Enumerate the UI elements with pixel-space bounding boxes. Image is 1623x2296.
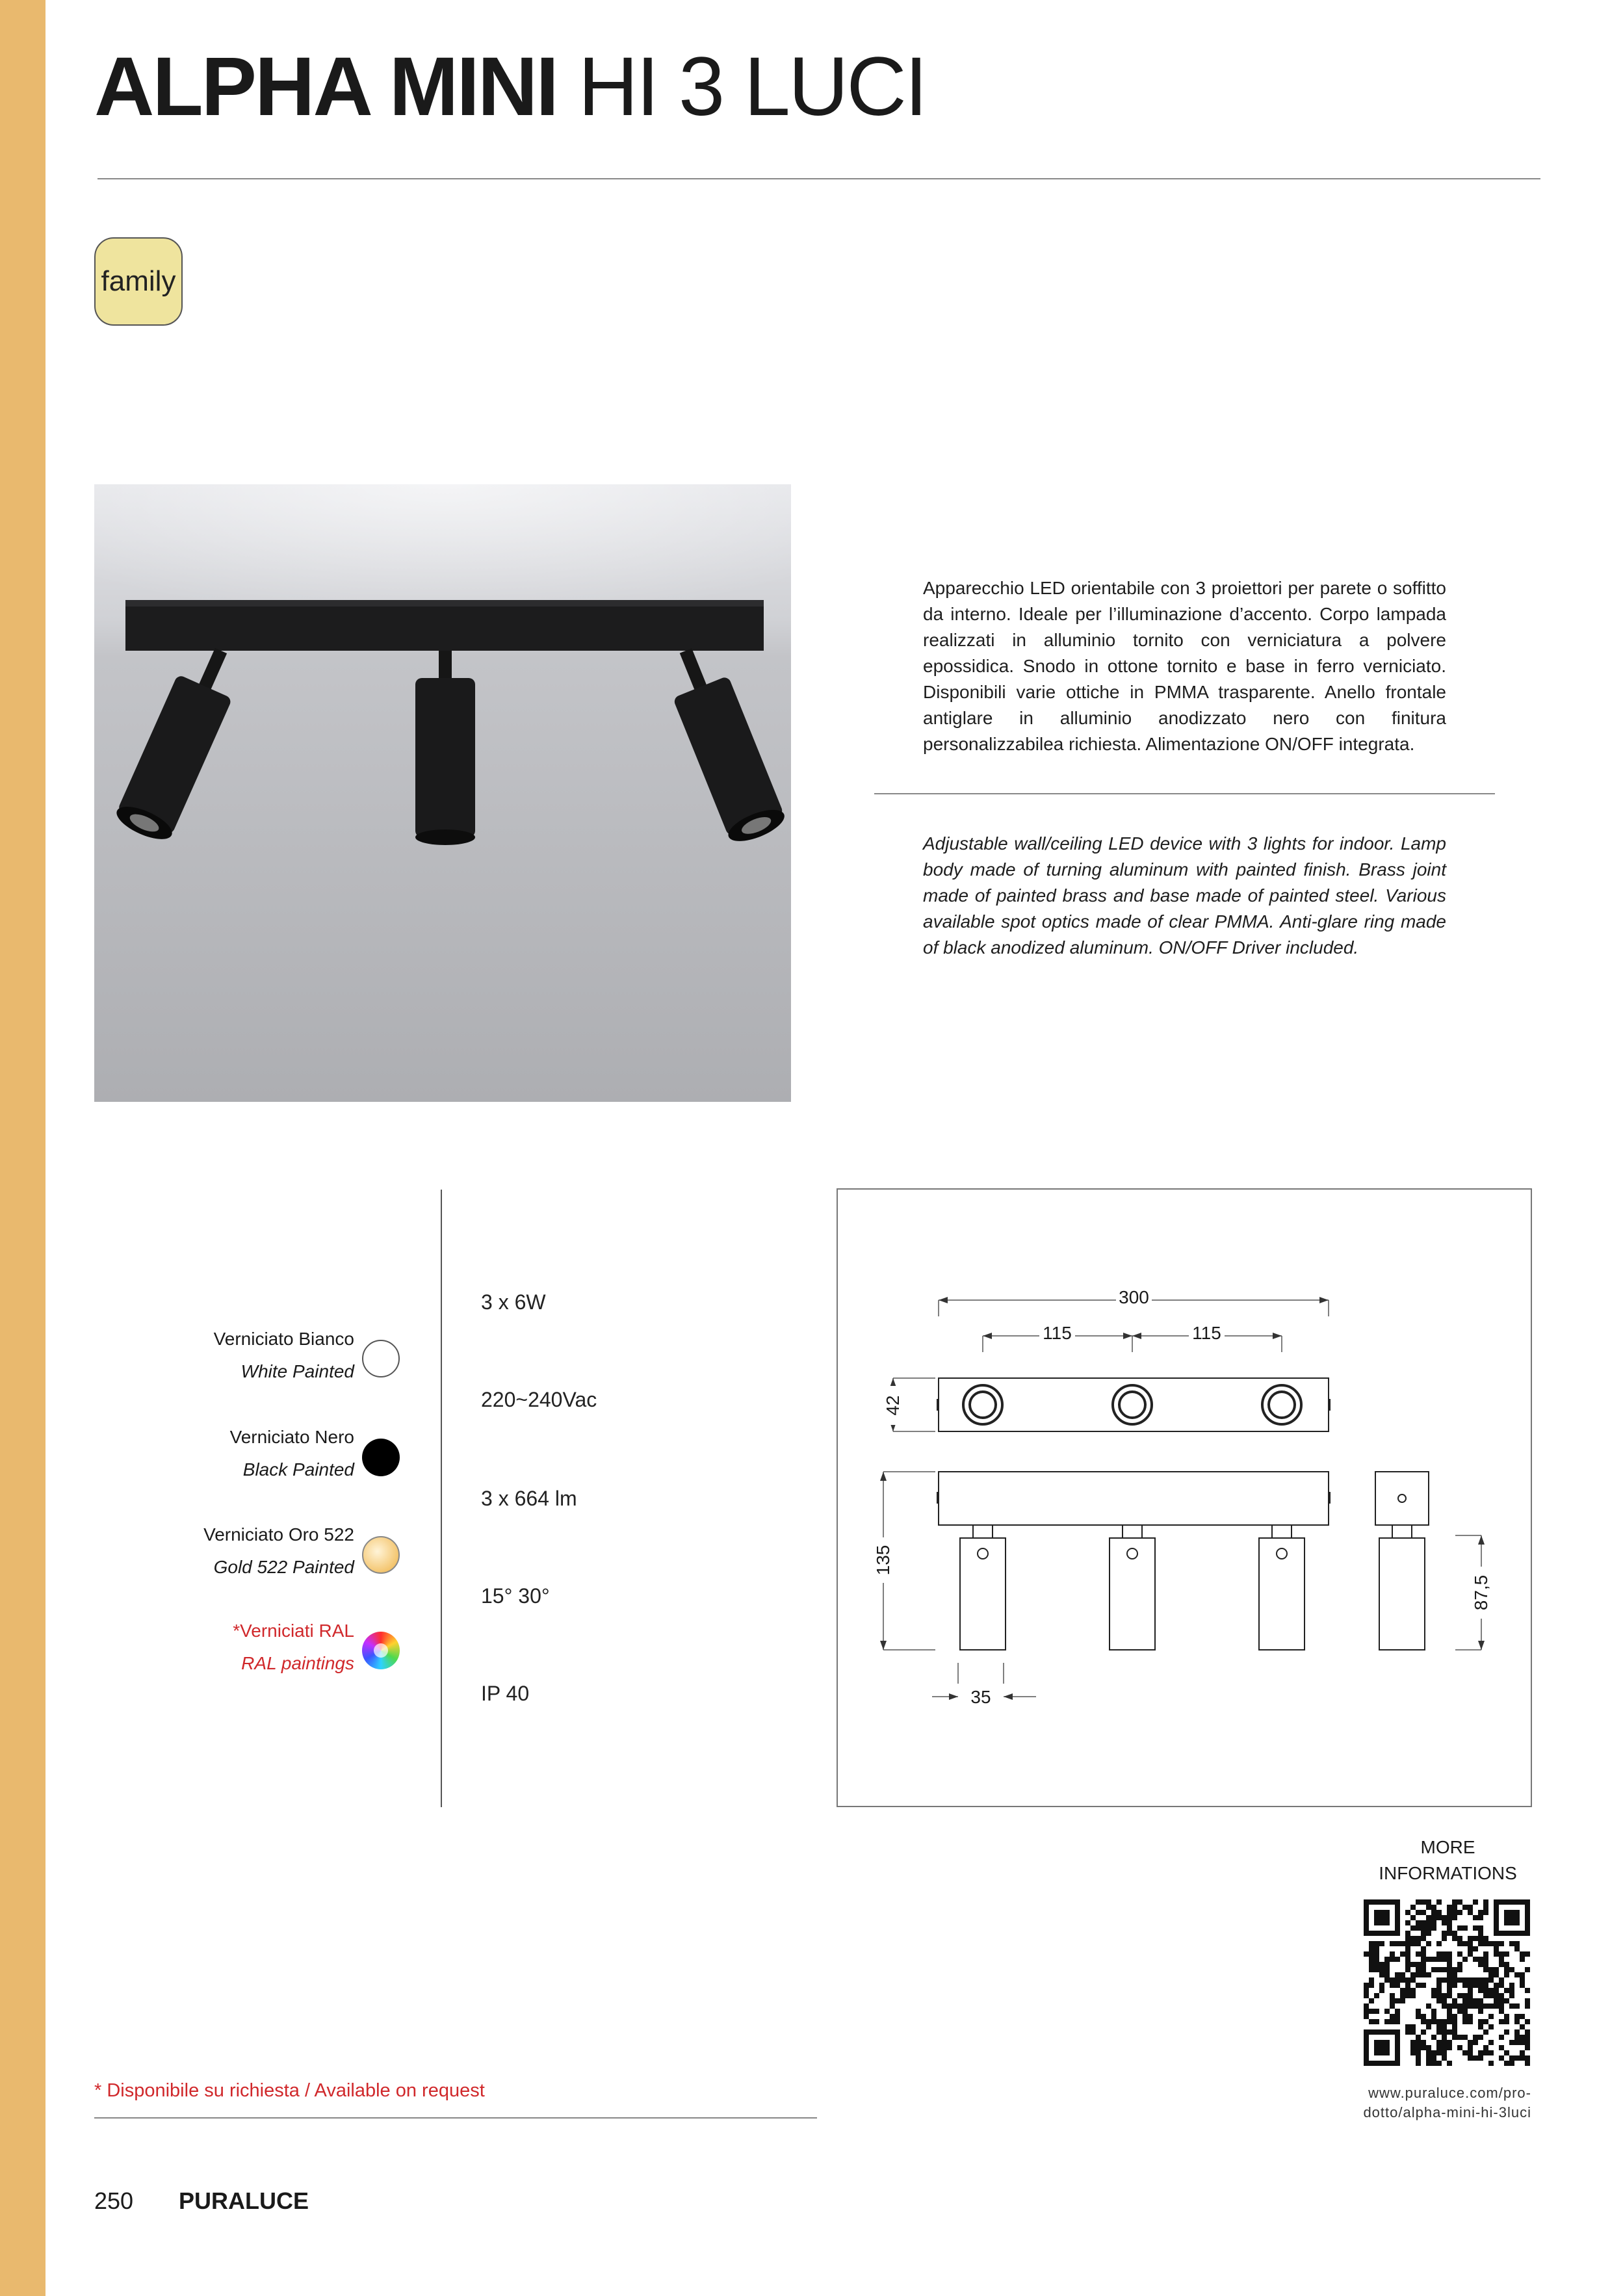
title-divider [97,178,1540,179]
family-badge-label: family [101,265,176,297]
finish-black [230,1421,354,1486]
dim-spacing-right: 115 [1189,1323,1225,1344]
availability-footnote: * Disponibile su richiesta / Available on request [94,2080,485,2101]
product-url[interactable] [1326,2083,1531,2122]
finish-gold-it: Verniciato Oro 522 [203,1524,354,1545]
spec-beam-angle: 15° 30° [481,1584,550,1608]
more-info-line2: INFORMATIONS [1379,1863,1517,1883]
finish-white [214,1323,354,1388]
gold-swatch-icon[interactable] [362,1536,400,1574]
footer-divider [94,2117,817,2119]
finish-ral-it: *Verniciati RAL [233,1621,354,1641]
finish-gold-en: Gold 522 Painted [213,1557,354,1577]
spec-voltage: 220~240Vac [481,1388,597,1411]
dim-spacing-left: 115 [1039,1323,1075,1344]
finish-white-it: Verniciato Bianco [213,1329,354,1349]
technical-drawing [837,1188,1532,1807]
spec-divider [441,1190,442,1807]
finish-ral-en: RAL paintings [241,1653,354,1673]
product-url-line2: dotto/alpha-mini-hi-3luci [1363,2104,1531,2120]
page-number: 250 [94,2187,134,2214]
ral-color-wheel-icon[interactable] [362,1632,400,1669]
black-swatch-icon[interactable] [362,1439,400,1476]
more-info-label [1375,1834,1521,1886]
side-color-band [0,0,45,2296]
title-model: ALPHA MINI [94,40,557,133]
finish-gold [203,1519,354,1584]
dim-spot-diameter: 35 [970,1687,991,1707]
qr-code-icon[interactable] [1364,1899,1530,2066]
description-divider [874,793,1495,794]
finish-black-it: Verniciato Nero [229,1427,354,1447]
dim-total-length: 300 [1116,1287,1152,1308]
brand-name: PURALUCE [179,2187,309,2214]
spec-lumen: 3 x 664 lm [481,1487,577,1510]
family-badge[interactable] [94,237,183,326]
product-url-line1: www.puraluce.com/pro- [1368,2085,1531,2101]
finish-white-en: White Painted [240,1361,354,1381]
product-title [94,40,926,133]
more-info-line1: MORE [1420,1837,1475,1857]
finish-ral [233,1615,354,1680]
white-swatch-icon[interactable] [362,1340,400,1377]
title-variant: HI 3 LUCI [578,40,926,133]
spec-power: 3 x 6W [481,1290,546,1314]
description-english: Adjustable wall/ceiling LED device with 3 lights for indoor. Lamp body made of turning aluminum with painted finish. Brass joint made of painted brass and base made of painted steel. Various available spot optics made of clear PMMA. Anti-glare ring made of black anodized aluminum. ON/OFF Driver included. [923,833,1446,958]
spec-ip-rating: IP 40 [481,1682,530,1705]
finish-black-en: Black Painted [242,1459,354,1480]
product-photo [94,484,791,1102]
dim-total-height: 135 [873,1537,894,1583]
dim-base-depth: 42 [883,1386,903,1425]
description-italian: Apparecchio LED orientabile con 3 proiettori per parete o soffitto da interno. Ideale per l’illuminazione d’accento. Corpo lampada realizzati in alluminio tornito con verniciatura a polvere epossidica. Snodo in ottone tornito e base in ferro verniciato. Disponibili varie ottiche in PMMA trasparente. Anello frontale antiglare in alluminio anodizzato nero con finitura personalizzabilea richiesta. Alimentazione ON/OFF integrata. [923,578,1446,754]
dim-side-height: 87,5 [1471,1567,1492,1619]
